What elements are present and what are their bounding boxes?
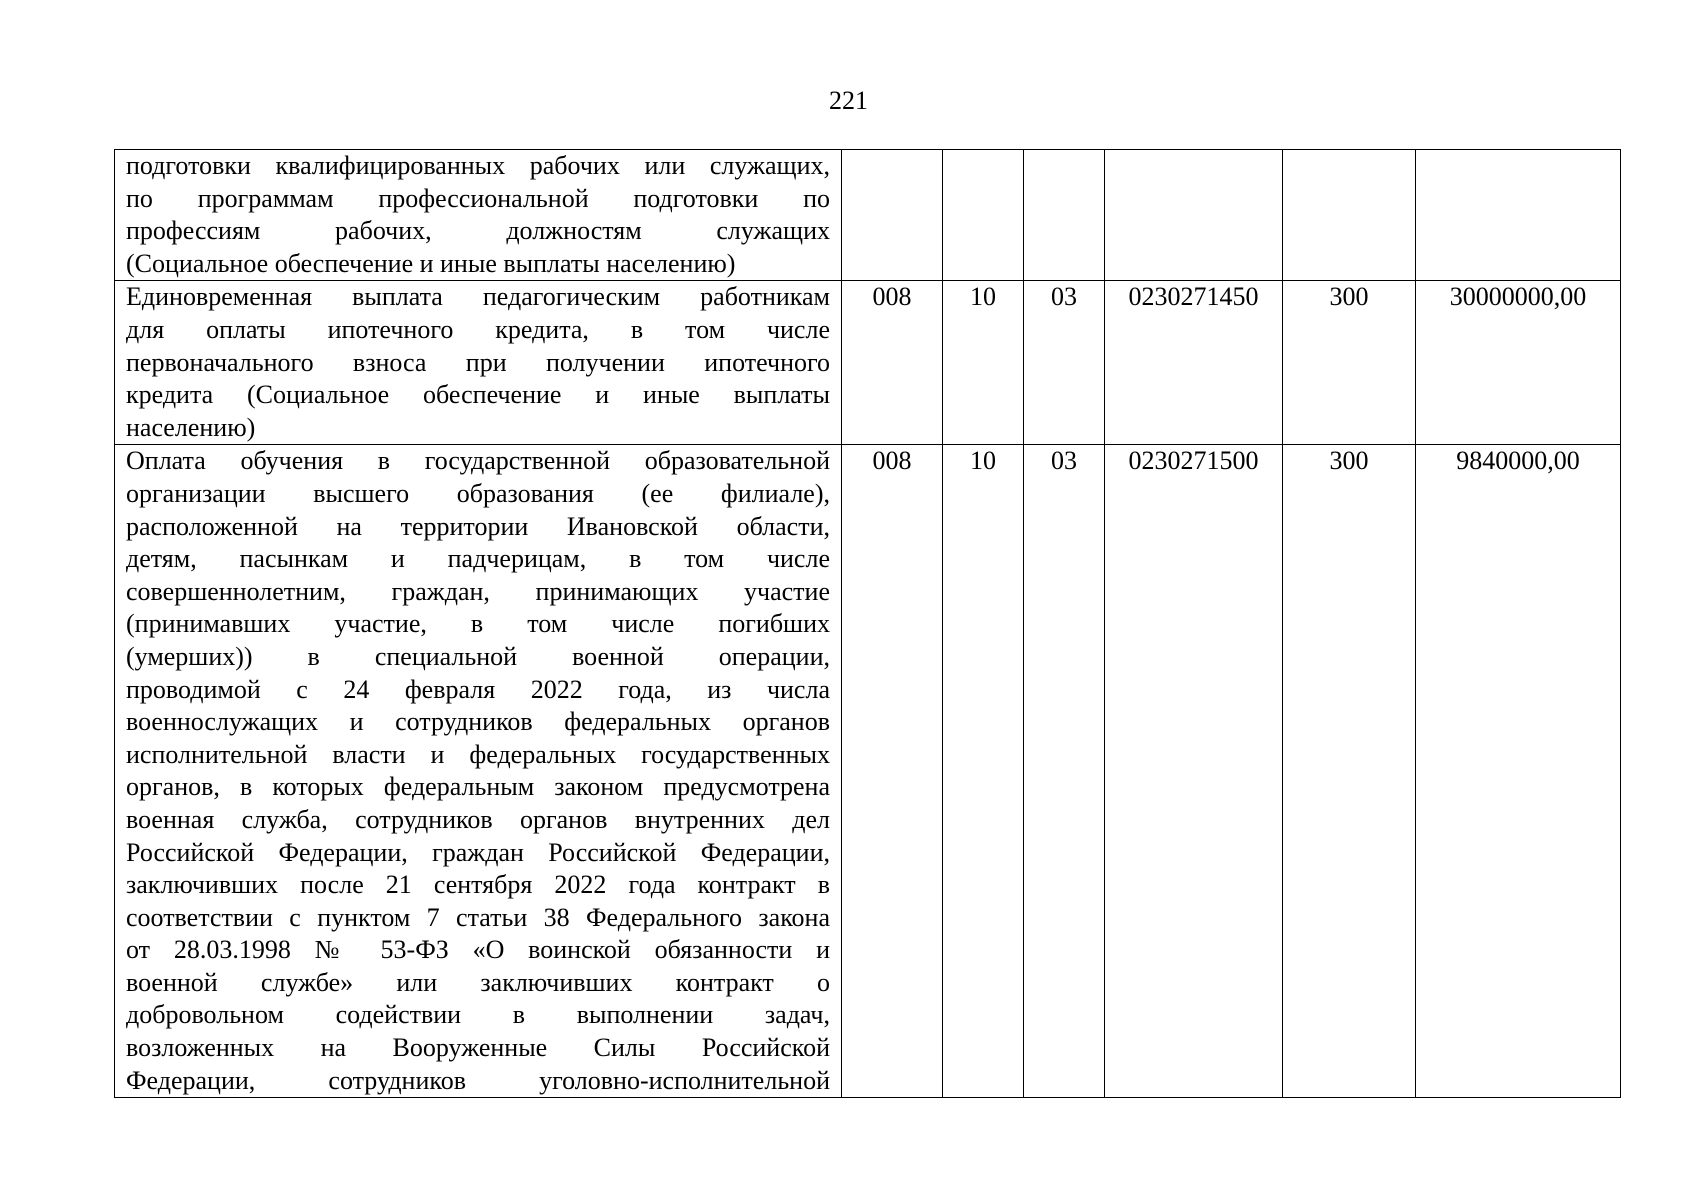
target-article-code: 0230271500 — [1105, 445, 1283, 1098]
description-line: Российской Федерации, граждан Российской Федерации, — [126, 837, 830, 867]
ministry-code: 008 — [842, 445, 943, 1098]
subsection-code — [1024, 150, 1105, 281]
description-line: возложенных на Вооруженные Силы Российской — [126, 1033, 830, 1063]
section-code — [943, 150, 1024, 281]
description-line: кредита (Социальное обеспечение и иные выплаты — [126, 380, 830, 410]
row-description — [115, 281, 842, 445]
row-description — [115, 150, 842, 281]
expense-type-code: 300 — [1283, 281, 1416, 445]
target-article-code: 0230271450 — [1105, 281, 1283, 445]
amount: 9840000,00 — [1416, 445, 1621, 1098]
description-line: для оплаты ипотечного кредита, в том числе — [126, 314, 830, 344]
description-line: органов, в которых федеральным законом предусмотрена — [126, 772, 830, 802]
ministry-code: 008 — [842, 281, 943, 445]
description-line: профессиям рабочих, должностям служащих — [126, 216, 830, 246]
amount — [1416, 150, 1621, 281]
description-line: добровольном содействии в выполнении задач, — [126, 1000, 830, 1030]
budget-table — [114, 149, 1621, 1098]
description-line: исполнительной власти и федеральных государственных — [126, 739, 830, 769]
table-row — [115, 150, 1621, 281]
table-row — [115, 281, 1621, 445]
description-line: соответствии с пунктом 7 статьи 38 Федерального закона — [126, 902, 830, 932]
description-line: проводимой с 24 февраля 2022 года, из числа — [126, 674, 830, 704]
expense-type-code: 300 — [1283, 445, 1416, 1098]
amount: 30000000,00 — [1416, 281, 1621, 445]
description-line: подготовки квалифицированных рабочих или служащих, — [126, 151, 830, 180]
section-code: 10 — [943, 281, 1024, 445]
table-row — [115, 445, 1621, 1098]
description-line: населению) — [126, 412, 256, 442]
description-line: заключивших после 21 сентября 2022 года контракт в — [126, 870, 830, 900]
row-description — [115, 445, 842, 1098]
description-line: военная служба, сотрудников органов внутренних дел — [126, 804, 830, 834]
description-line: совершеннолетним, граждан, принимающих участие — [126, 576, 830, 606]
ministry-code — [842, 150, 943, 281]
subsection-code: 03 — [1024, 281, 1105, 445]
description-line: Федерации, сотрудников уголовно-исполнительной — [126, 1065, 830, 1095]
page-number: 221 — [829, 86, 868, 115]
target-article-code — [1105, 150, 1283, 281]
description-line: (принимавших участие, в том числе погибших — [126, 609, 830, 639]
description-line: Единовременная выплата педагогическим работникам — [126, 282, 830, 312]
description-line: расположенной на территории Ивановской области, — [126, 511, 830, 541]
description-line: (умерших)) в специальной военной операции, — [126, 641, 830, 671]
description-line: детям, пасынкам и падчерицам, в том числе — [126, 544, 830, 574]
description-line: (Социальное обеспечение и иные выплаты населению) — [126, 248, 736, 278]
expense-type-code — [1283, 150, 1416, 281]
description-line: первоначального взноса при получении ипотечного — [126, 347, 830, 377]
description-line: Оплата обучения в государственной образовательной — [126, 446, 830, 476]
description-line: по программам профессиональной подготовки по — [126, 183, 830, 213]
description-line: организации высшего образования (ее филиале), — [126, 478, 830, 508]
description-line: военной службе» или заключивших контракт о — [126, 967, 830, 997]
section-code: 10 — [943, 445, 1024, 1098]
description-line: от 28.03.1998 № 53-ФЗ «О воинской обязанности и — [126, 935, 830, 965]
subsection-code: 03 — [1024, 445, 1105, 1098]
description-line: военнослужащих и сотрудников федеральных органов — [126, 707, 830, 737]
